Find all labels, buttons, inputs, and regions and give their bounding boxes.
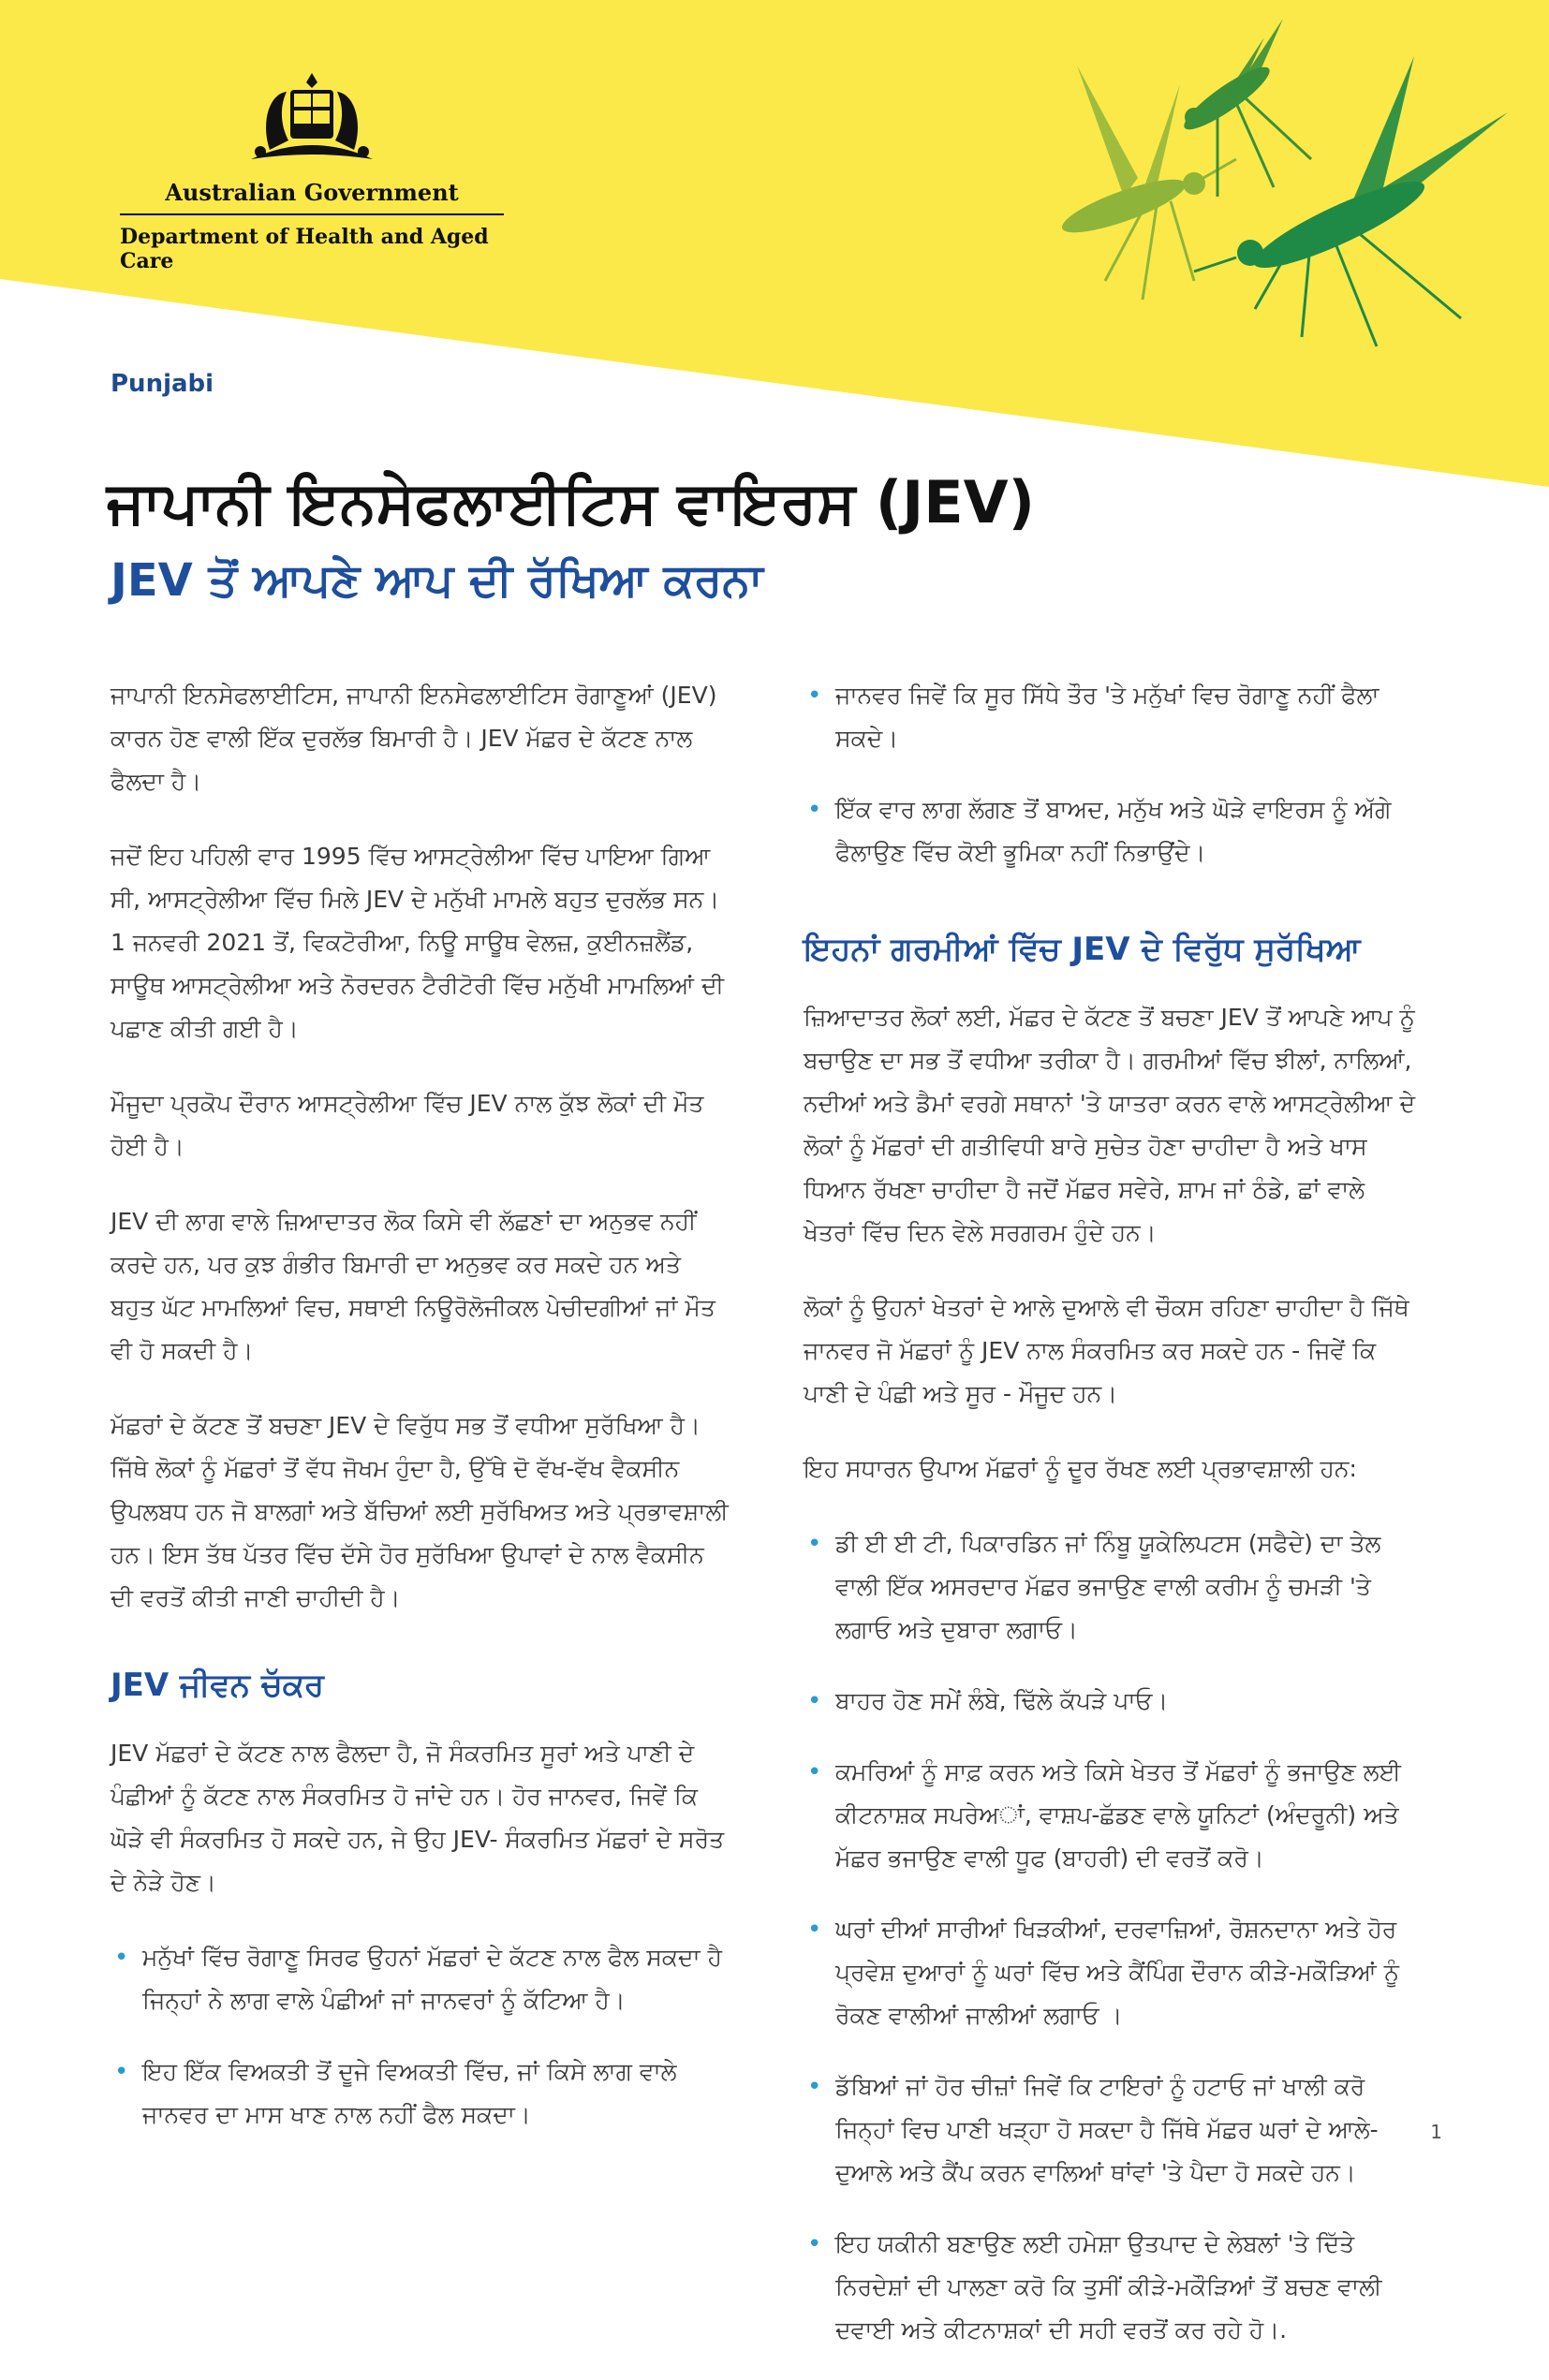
transmission-bullet-list [804,674,1422,874]
list-item [111,1936,729,2022]
list-item-text: ਡੀ ਈ ਈ ਟੀ, ਪਿਕਾਰਡਿਨ ਜਾਂ ਨਿੰਬੂ ਯੂਕੇਲਿਪਟਸ (ਸਫੈਦੇ) ਦਾ ਤੇਲ ਵਾਲੀ ਇੱਕ ਅਸਰਦਾਰ ਮੱਛਰ ਭਜਾਉਣ ਵਾਲੀ ਕਰੀਮ ਨੂੰ ਚਮੜੀ 'ਤੇ ਲਗਾਓ ਅਤੇ ਦੁਬਾਰਾ ਲਗਾਓ। [835,1530,1381,1643]
bullet-icon: • [114,1944,129,1972]
government-logo-block [120,66,513,273]
list-item-text: ਇੱਕ ਵਾਰ ਲਾਗ ਲੱਗਣ ਤੋਂ ਬਾਅਦ, ਮਨੁੱਖ ਅਤੇ ਘੋੜੇ ਵਾਇਰਸ ਨੂੰ ਅੱਗੇ ਫੈਲਾਉਣ ਵਿੱਚ ਕੋਈ ਭੂਮਿਕਾ ਨਹੀਂ ਨਿਭਾਉਂਦੇ। [835,796,1392,866]
left-column [111,674,729,2165]
list-item [804,2223,1422,2352]
government-name: Australian Government [120,179,504,215]
vaccine-paragraph: ਮੱਛਰਾਂ ਦੇ ਕੱਟਣ ਤੋਂ ਬਚਣਾ JEV ਦੇ ਵਿਰੁੱਧ ਸਭ ਤੋਂ ਵਧੀਆ ਸੁਰੱਖਿਆ ਹੈ। ਜਿੱਥੇ ਲੋਕਾਂ ਨੂੰ ਮੱਛਰਾਂ ਤੋਂ ਵੱਧ ਜੋਖਮ ਹੁੰਦਾ ਹੈ, ਉੱਥੇ ਦੋ ਵੱਖ-ਵੱਖ ਵੈਕਸੀਨ ਉਪਲਬਧ ਹਨ ਜੋ ਬਾਲਗਾਂ ਅਤੇ ਬੱਚਿਆਂ ਲਈ ਸੁਰੱਖਿਅਤ ਅਤੇ ਪ੍ਰਭਾਵਸ਼ਾਲੀ ਹਨ। ਇਸ ਤੱਥ ਪੱਤਰ ਵਿੱਚ ਦੱਸੇ ਹੋਰ ਸੁਰੱਖਿਆ ਉਪਾਵਾਂ ਦੇ ਨਾਲ ਵੈਕਸੀਨ ਦੀ ਵਰਤੋਂ ਕੀਤੀ ਜਾਣੀ ਚਾਹੀਦੀ ਹੈ। [111,1412,729,1611]
measures-bullet-list [804,1522,1422,2352]
list-item [804,2065,1422,2195]
bullet-icon: • [807,2230,822,2258]
lifecycle-bullet-list [111,1936,729,2137]
list-item-text: ਇਹ ਯਕੀਨੀ ਬਣਾਉਣ ਲਈ ਹਮੇਸ਼ਾ ਉਤਪਾਦ ਦੇ ਲੇਬਲਾਂ 'ਤੇ ਦਿੱਤੇ ਨਿਰਦੇਸ਼ਾਂ ਦੀ ਪਾਲਣਾ ਕਰੋ ਕਿ ਤੁਸੀਂ ਕੀੜੇ-ਮਕੌੜਿਆਂ ਤੋਂ ਬਚਣ ਵਾਲੀ ਦਵਾਈ ਅਤੇ ਕੀਟਨਾਸ਼ਕਾਂ ਦੀ ਸਹੀ ਵਰਤੋਂ ਕਰ ਰਹੇ ਹੋ।. [835,2230,1382,2343]
protection-heading: ਇਹਨਾਂ ਗਰਮੀਆਂ ਵਿੱਚ JEV ਦੇ ਵਿਰੁੱਧ ਸੁਰੱਖਿਆ [804,931,1361,968]
bullet-icon: • [807,682,822,710]
coat-of-arms-icon [232,66,391,173]
department-name: Department of Health and Aged Care [120,225,489,273]
right-column [804,674,1422,2380]
history-paragraph: ਜਦੋਂ ਇਹ ਪਹਿਲੀ ਵਾਰ 1995 ਵਿੱਚ ਆਸਟ੍ਰੇਲੀਆ ਵਿੱਚ ਪਾਇਆ ਗਿਆ ਸੀ, ਆਸਟ੍ਰੇਲੀਆ ਵਿੱਚ ਮਿਲੇ JEV ਦੇ ਮਨੁੱਖੀ ਮਾਮਲੇ ਬਹੁਤ ਦੁਰਲੱਭ ਸਨ। 1 ਜਨਵਰੀ 2021 ਤੋਂ, ਵਿਕਟੋਰੀਆ, ਨਿਊ ਸਾਊਥ ਵੇਲਜ਼, ਕੁਈਨਜ਼ਲੈਂਡ, ਸਾਊਥ ਆਸਟ੍ਰੇਲੀਆ ਅਤੇ ਨੋਰਦਰਨ ਟੈਰੀਟੋਰੀ ਵਿੱਚ ਮਨੁੱਖੀ ਮਾਮਲਿਆਂ ਦੀ ਪਛਾਣ ਕੀਤੀ ਗਈ ਹੈ। [111,843,725,1042]
deaths-paragraph: ਮੌਜੂਦਾ ਪ੍ਰਕੋਪ ਦੌਰਾਨ ਆਸਟ੍ਰੇਲੀਆ ਵਿੱਚ JEV ਨਾਲ ਕੁੱਝ ਲੋਕਾਂ ਦੀ ਮੌਤ ਹੋਈ ਹੈ। [111,1090,704,1160]
intro-paragraph: ਜਾਪਾਨੀ ਇਨਸੇਫਲਾਈਟਿਸ, ਜਾਪਾਨੀ ਇਨਸੇਫਲਾਈਟਿਸ ਰੋਗਾਣੂਆਂ (JEV) ਕਾਰਨ ਹੋਣ ਵਾਲੀ ਇੱਕ ਦੁਰਲੱਭ ਬਿਮਾਰੀ ਹੈ। JEV ਮੱਛਰ ਦੇ ਕੱਟਣ ਨਾਲ ਫੈਲਦਾ ਹੈ। [111,682,717,795]
list-item-text: ਇਹ ਇੱਕ ਵਿਅਕਤੀ ਤੋਂ ਦੂਜੇ ਵਿਅਕਤੀ ਵਿੱਚ, ਜਾਂ ਕਿਸੇ ਲਾਗ ਵਾਲੇ ਜਾਨਵਰ ਦਾ ਮਾਸ ਖਾਣ ਨਾਲ ਨਹੀਂ ਫੈਲ ਸਕਦਾ। [142,2058,677,2128]
bullet-icon: • [114,2058,129,2086]
vigilance-paragraph: ਲੋਕਾਂ ਨੂੰ ਉਹਨਾਂ ਖੇਤਰਾਂ ਦੇ ਆਲੇ ਦੁਆਲੇ ਵੀ ਚੌਕਸ ਰਹਿਣਾ ਚਾਹੀਦਾ ਹੈ ਜਿੱਥੇ ਜਾਨਵਰ ਜੋ ਮੱਛਰਾਂ ਨੂੰ JEV ਨਾਲ ਸੰਕਰਮਿਤ ਕਰ ਸਕਦੇ ਹਨ - ਜਿਵੇਂ ਕਿ ਪਾਣੀ ਦੇ ਪੰਛੀ ਅਤੇ ਸੂਰ - ਮੌਜੂਦ ਹਨ। [804,1294,1409,1407]
list-item [804,1908,1422,2037]
symptoms-paragraph: JEV ਦੀ ਲਾਗ ਵਾਲੇ ਜ਼ਿਆਦਾਤਰ ਲੋਕ ਕਿਸੇ ਵੀ ਲੱਛਣਾਂ ਦਾ ਅਨੁਭਵ ਨਹੀਂ ਕਰਦੇ ਹਨ, ਪਰ ਕੁਝ ਗੰਭੀਰ ਬਿਮਾਰੀ ਦਾ ਅਨੁਭਵ ਕਰ ਸਕਦੇ ਹਨ ਅਤੇ ਬਹੁਤ ਘੱਟ ਮਾਮਲਿਆਂ ਵਿਚ, ਸਥਾਈ ਨਿਊਰੋਲੋਜੀਕਲ ਪੇਚੀਦਗੀਆਂ ਜਾਂ ਮੌਤ ਵੀ ਹੋ ਸਕਦੀ ਹੈ। [111,1208,715,1364]
lifecycle-heading: JEV ਜੀਵਨ ਚੱਕਰ [111,1667,325,1704]
page-title: ਜਾਪਾਨੀ ਇਨਸੇਫਲਾਈਟਿਸ ਵਾਇਰਸ (JEV) [107,468,1035,536]
list-item [804,1680,1422,1723]
list-item-text: ਜਾਨਵਰ ਜਿਵੇਂ ਕਿ ਸੂਰ ਸਿੱਧੇ ਤੌਰ 'ਤੇ ਮਨੁੱਖਾਂ ਵਿਚ ਰੋਗਾਣੂ ਨਹੀਂ ਫੈਲਾ ਸਕਦੇ। [835,682,1379,752]
list-item [804,674,1422,760]
list-item [804,1522,1422,1652]
lifecycle-paragraph: JEV ਮੱਛਰਾਂ ਦੇ ਕੱਟਣ ਨਾਲ ਫੈਲਦਾ ਹੈ, ਜੋ ਸੰਕਰਮਿਤ ਸੂਰਾਂ ਅਤੇ ਪਾਣੀ ਦੇ ਪੰਛੀਆਂ ਨੂੰ ਕੱਟਣ ਨਾਲ ਸੰਕਰਮਿਤ ਹੋ ਜਾਂਦੇ ਹਨ। ਹੋਰ ਜਾਨਵਰ, ਜਿਵੇਂ ਕਿ ਘੋੜੇ ਵੀ ਸੰਕਰਮਿਤ ਹੋ ਸਕਦੇ ਹਨ, ਜੇ ਉਹ JEV- ਸੰਕਰਮਿਤ ਮੱਛਰਾਂ ਦੇ ਸਰੋਤ ਦੇ ਨੇੜੇ ਹੋਣ। [111,1740,725,1896]
bullet-icon: • [807,2073,822,2101]
list-item-text: ਕਮਰਿਆਂ ਨੂੰ ਸਾਫ਼ ਕਰਨ ਅਤੇ ਕਿਸੇ ਖੇਤਰ ਤੋਂ ਮੱਛਰਾਂ ਨੂੰ ਭਜਾਉਣ ਲਈ ਕੀਟਨਾਸ਼ਕ ਸਪਰੇਅਾਂ, ਵਾਸ਼ਪ-ਛੱਡਣ ਵਾਲੇ ਯੂਨਿਟਾਂ (ਅੰਦਰੂਨੀ) ਅਤੇ ਮੱਛਰ ਭਜਾਉਣ ਵਾਲੀ ਧੂਫ (ਬਾਹਰੀ) ਦੀ ਵਰਤੋਂ ਕਰੋ। [835,1758,1401,1872]
protection-paragraph: ਜ਼ਿਆਦਾਤਰ ਲੋਕਾਂ ਲਈ, ਮੱਛਰ ਦੇ ਕੱਟਣ ਤੋਂ ਬਚਣਾ JEV ਤੋਂ ਆਪਣੇ ਆਪ ਨੂੰ ਬਚਾਉਣ ਦਾ ਸਭ ਤੋਂ ਵਧੀਆ ਤਰੀਕਾ ਹੈ। ਗਰਮੀਆਂ ਵਿੱਚ ਝੀਲਾਂ, ਨਾਲਿਆਂ, ਨਦੀਆਂ ਅਤੇ ਡੈਮਾਂ ਵਰਗੇ ਸਥਾਨਾਂ 'ਤੇ ਯਾਤਰਾ ਕਰਨ ਵਾਲੇ ਆਸਟ੍ਰੇਲੀਆ ਦੇ ਲੋਕਾਂ ਨੂੰ ਮੱਛਰਾਂ ਦੀ ਗਤੀਵਿਧੀ ਬਾਰੇ ਸੁਚੇਤ ਹੋਣਾ ਚਾਹੀਦਾ ਹੈ ਅਤੇ ਖਾਸ ਧਿਆਨ ਰੱਖਣਾ ਚਾਹੀਦਾ ਹੈ ਜਦੋਂ ਮੱਛਰ ਸਵੇਰੇ, ਸ਼ਾਮ ਜਾਂ ਠੰਡੇ, ਛਾਂ ਵਾਲੇ ਖੇਤਰਾਂ ਵਿੱਚ ਦਿਨ ਵੇਲੇ ਸਰਗਰਮ ਹੁੰਦੇ ਹਨ। [804,1004,1416,1246]
bullet-icon: • [807,1530,822,1558]
bullet-icon: • [807,796,822,824]
page-subtitle: JEV ਤੋਂ ਆਪਣੇ ਆਪ ਦੀ ਰੱਖਿਆ ਕਰਨਾ [111,554,763,607]
bullet-icon: • [807,1687,822,1715]
language-label: Punjabi [111,370,214,398]
measures-intro: ਇਹ ਸਧਾਰਨ ਉਪਾਅ ਮੱਛਰਾਂ ਨੂੰ ਦੂਰ ਰੱਖਣ ਲਈ ਪ੍ਰਭਾਵਸ਼ਾਲੀ ਹਨ: [804,1455,1357,1482]
list-item [804,788,1422,874]
list-item-text: ਡੱਬਿਆਂ ਜਾਂ ਹੋਰ ਚੀਜ਼ਾਂ ਜਿਵੇਂ ਕਿ ਟਾਇਰਾਂ ਨੂੰ ਹਟਾਓ ਜਾਂ ਖਾਲੀ ਕਰੋ ਜਿਨ੍ਹਾਂ ਵਿਚ ਪਾਣੀ ਖੜ੍ਹਾ ਹੋ ਸਕਦਾ ਹੈ ਜਿੱਥੇ ਮੱਛਰ ਘਰਾਂ ਦੇ ਆਲੇ-ਦੁਆਲੇ ਅਤੇ ਕੈਂਪ ਕਰਨ ਵਾਲਿਆਂ ਥਾਂਵਾਂ 'ਤੇ ਪੈਦਾ ਹੋ ਸਕਦੇ ਹਨ। [835,2073,1379,2186]
bullet-icon: • [807,1916,822,1944]
list-item-text: ਬਾਹਰ ਹੋਣ ਸਮੇਂ ਲੰਬੇ, ਢਿੱਲੇ ਕੱਪੜੇ ਪਾਓ। [835,1687,1169,1714]
list-item [804,1751,1422,1880]
bullet-icon: • [807,1758,822,1786]
list-item-text: ਮਨੁੱਖਾਂ ਵਿੱਚ ਰੋਗਾਣੂ ਸਿਰਫ ਉਹਨਾਂ ਮੱਛਰਾਂ ਦੇ ਕੱਟਣ ਨਾਲ ਫੈਲ ਸਕਦਾ ਹੈ ਜਿਨ੍ਹਾਂ ਨੇ ਲਾਗ ਵਾਲੇ ਪੰਛੀਆਂ ਜਾਂ ਜਾਨਵਰਾਂ ਨੂੰ ਕੱਟਿਆ ਹੈ। [142,1944,722,2014]
list-item-text: ਘਰਾਂ ਦੀਆਂ ਸਾਰੀਆਂ ਖਿੜਕੀਆਂ, ਦਰਵਾਜ਼ਿਆਂ, ਰੋਸ਼ਨਦਾਨਾ ਅਤੇ ਹੋਰ ਪ੍ਰਵੇਸ਼ ਦੁਆਰਾਂ ਨੂੰ ਘਰਾਂ ਵਿੱਚ ਅਤੇ ਕੈਂਪਿੰਗ ਦੌਰਾਨ ਕੀੜੇ-ਮਕੌੜਿਆਂ ਨੂੰ ਰੋਕਣ ਵਾਲੀਆਂ ਜਾਲੀਆਂ ਲਗਾਓ । [835,1916,1400,2029]
page-number: 1 [1430,2121,1442,2143]
list-item [111,2050,729,2137]
